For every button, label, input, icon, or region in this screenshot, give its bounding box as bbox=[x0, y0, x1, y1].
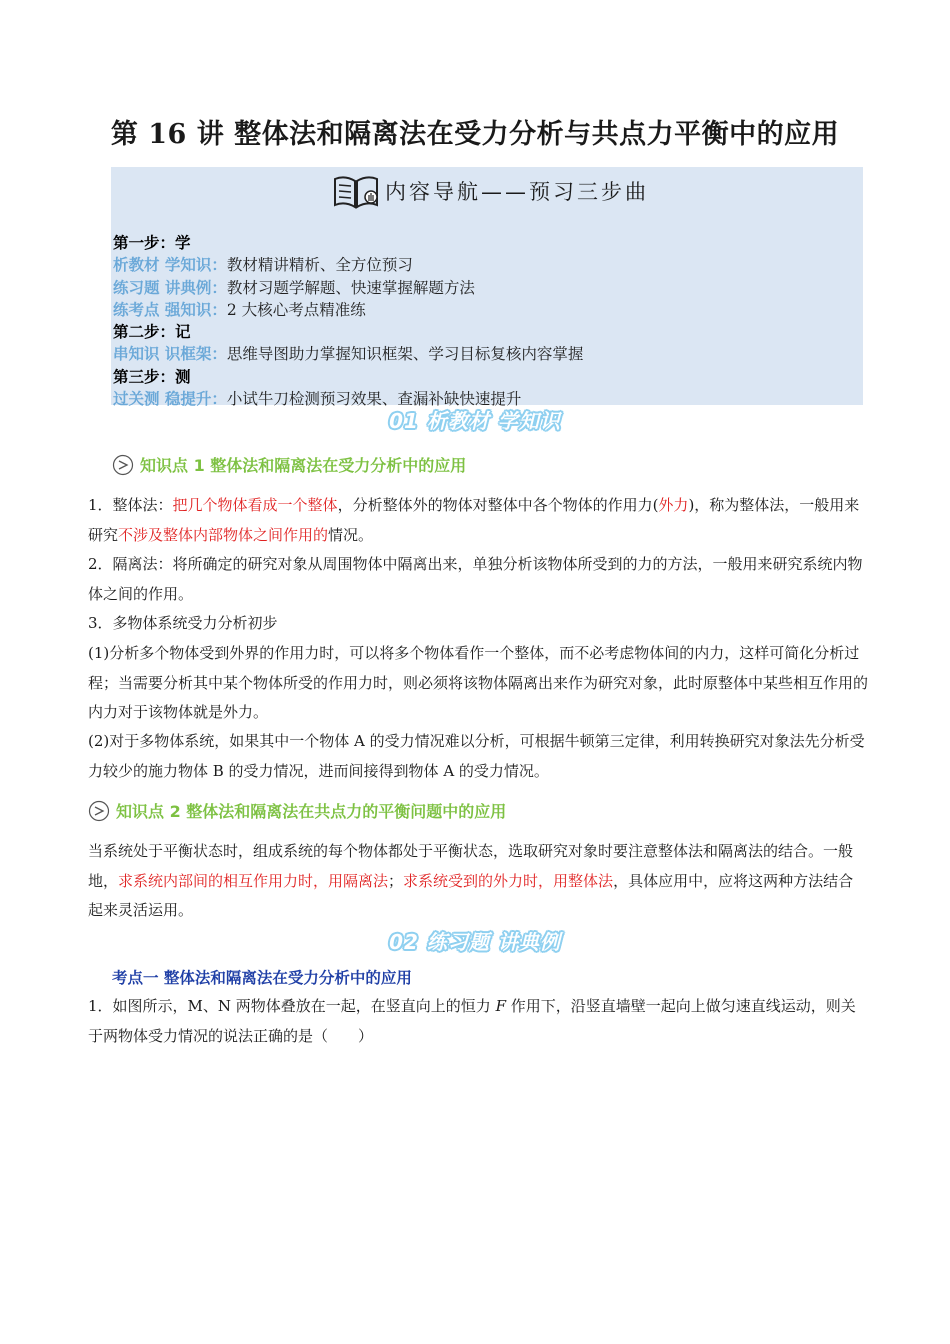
nav-row5-desc: 小试牛刀检测预习效果、查漏补缺快速提升 bbox=[226, 390, 522, 409]
nav-row1-desc: 教材精讲精析、全方位预习 bbox=[226, 256, 413, 275]
step3-label: 第三步：测 bbox=[113, 367, 191, 386]
nav-row2-label: 练习题 讲典例： bbox=[113, 278, 227, 297]
page-title: 第 16 讲 整体法和隔离法在受力分析与共点力平衡中的应用 bbox=[110, 119, 840, 150]
nav-row1-label: 析教材 学知识： bbox=[113, 256, 227, 275]
arrow-circle-icon bbox=[112, 454, 134, 476]
arrow-circle-icon bbox=[88, 800, 110, 822]
kp2-highlight-1: 求系统内部间的相互作用力时，用隔离法 bbox=[118, 871, 389, 890]
question-1-force-symbol: F bbox=[495, 997, 506, 1015]
nav-row5-label: 过关测 稳提升： bbox=[113, 390, 227, 409]
book-icon bbox=[331, 171, 381, 211]
question-1-text-b: 作用下，沿竖直墙壁一起向上做匀速直线运动，则关于两物体受力情况的说法正确的是（ ） bbox=[88, 997, 856, 1045]
section1-banner: 01 析教材 学知识 bbox=[389, 409, 561, 433]
nav-row3-desc: 2 大核心考点精准练 bbox=[226, 300, 366, 319]
nav-row2-desc: 教材习题学解题、快速掌握解题方法 bbox=[226, 278, 475, 297]
kp2-text-b: ； bbox=[388, 871, 404, 890]
kaodian-1-heading: 考点一 整体法和隔离法在受力分析中的应用 bbox=[112, 969, 412, 987]
kp1-heading-text: 知识点 1 整体法和隔离法在受力分析中的应用 bbox=[140, 456, 467, 475]
step2-label: 第二步：记 bbox=[113, 323, 191, 342]
kp1-paragraph-2: 2．隔离法：将所确定的研究对象从周围物体中隔离出来，单独分析该物体所受到的力的方法，一般用来研究系统内物体之间的作用。 bbox=[88, 555, 863, 603]
nav-lines bbox=[113, 232, 583, 410]
kp1-p1-highlight-2: 外力 bbox=[658, 496, 689, 514]
section2-banner: 02 练习题 讲典例 bbox=[389, 930, 561, 954]
kp1-paragraph-5: (2)对于多物体系统，如果其中一个物体 A 的受力情况难以分析，可根据牛顿第三定律，利用转换研究对象法先分析受力较少的施力物体 B 的受力情况，进而间接得到物体 A 的受力情况。 bbox=[88, 732, 865, 780]
kp1-p1-text-a: 1．整体法： bbox=[88, 496, 173, 514]
kp2-heading-text: 知识点 2 整体法和隔离法在共点力的平衡问题中的应用 bbox=[116, 802, 507, 821]
kp1-paragraph-1 bbox=[88, 491, 868, 550]
kp2-text-c: ，具体应用中，应将这两种方法结合起来灵活运用。 bbox=[88, 871, 854, 919]
step1-label: 第一步：学 bbox=[113, 234, 191, 252]
kp1-p1-text-c: )，称为整体法，一般用来研究 bbox=[88, 496, 860, 544]
kp1-paragraph-3: 3．多物体系统受力分析初步 bbox=[88, 614, 278, 632]
question-1-text-a: 1．如图所示，M、N 两物体叠放在一起，在竖直向上的恒力 bbox=[88, 997, 496, 1015]
kp1-heading bbox=[112, 453, 466, 476]
kp1-paragraph-4: (1)分析多个物体受到外界的作用力时，可以将多个物体看作一个整体，而不必考虑物体间的内力，这样可简化分析过程；当需要分析其中某个物体所受的作用力时，则必须将该物体隔离出来作为研究对象，此时原整体中某些相互作用的内力对于该物体就是外力。 bbox=[88, 644, 869, 721]
nav-row4-desc: 思维导图助力掌握知识框架、学习目标复核内容掌握 bbox=[226, 345, 584, 364]
nav-row4-label: 串知识 识框架： bbox=[113, 345, 227, 364]
kp1-p1-highlight-3: 不涉及整体内部物体之间作用的 bbox=[118, 525, 329, 544]
kp1-p1-text-b: ，分析整体外的物体对整体中各个物体的作用力( bbox=[337, 496, 659, 514]
kp2-heading bbox=[88, 799, 506, 822]
kp1-p1-text-d: 情况。 bbox=[328, 525, 374, 544]
nav-heading-text: 内容导航——预习三步曲 bbox=[385, 180, 649, 204]
question-1 bbox=[88, 992, 868, 1051]
kp2-text-a: 当系统处于平衡状态时，组成系统的每个物体都处于平衡状态，选取研究对象时要注意整体法和隔离法的结合。一般地， bbox=[88, 842, 854, 890]
kp2-paragraph bbox=[88, 837, 868, 926]
nav-heading bbox=[331, 167, 649, 215]
kp2-highlight-2: 求系统受到的外力时，用整体法 bbox=[403, 871, 614, 890]
content-navigation-box bbox=[111, 167, 863, 409]
nav-row3-label: 练考点 强知识： bbox=[113, 300, 227, 319]
kp1-p1-highlight-1: 把几个物体看成一个整体 bbox=[172, 496, 338, 514]
